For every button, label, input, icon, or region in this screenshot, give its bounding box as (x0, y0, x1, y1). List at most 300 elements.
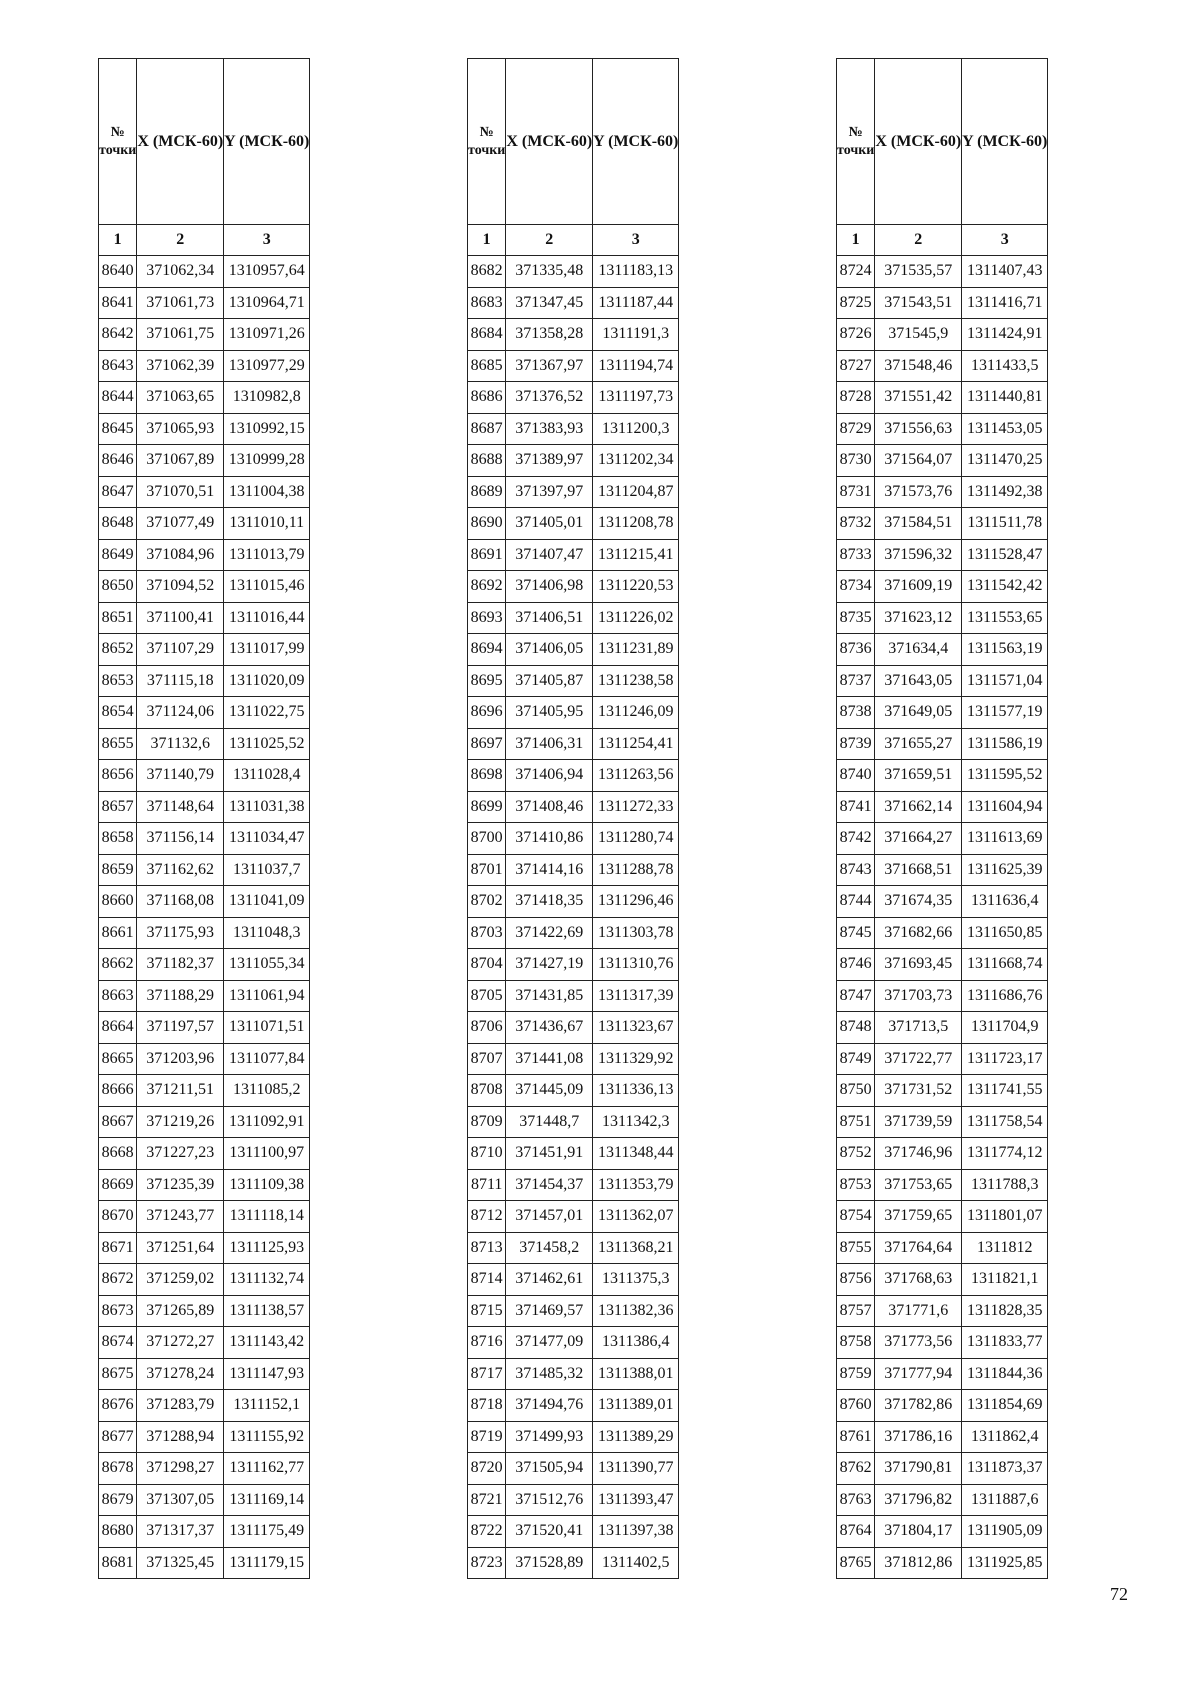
table-row (837, 476, 1048, 508)
column-index: 2 (875, 225, 962, 256)
column-index-row (99, 225, 310, 256)
y-coordinate-cell: 1311821,1 (962, 1264, 1048, 1296)
table-row (99, 1295, 310, 1327)
y-coordinate-cell: 1311887,6 (962, 1484, 1048, 1516)
y-coordinate-cell: 1311162,77 (224, 1453, 310, 1485)
y-coordinate-cell: 1311553,65 (962, 602, 1048, 634)
x-coordinate-cell: 371414,16 (506, 854, 593, 886)
point-number-cell: 8722 (468, 1516, 506, 1548)
table-row (837, 791, 1048, 823)
x-coordinate-cell: 371358,28 (506, 319, 593, 351)
y-coordinate-cell: 1311085,2 (224, 1075, 310, 1107)
point-number-cell: 8647 (99, 476, 137, 508)
y-coordinate-cell: 1311362,07 (593, 1201, 679, 1233)
table-row (837, 1264, 1048, 1296)
y-coordinate-cell: 1311031,38 (224, 791, 310, 823)
point-number-cell: 8717 (468, 1358, 506, 1390)
y-coordinate-cell: 1311020,09 (224, 665, 310, 697)
table-row (99, 1043, 310, 1075)
y-coordinate-cell: 1311191,3 (593, 319, 679, 351)
table-row (99, 350, 310, 382)
y-coordinate-cell: 1311194,74 (593, 350, 679, 382)
y-coordinate-cell: 1311187,44 (593, 287, 679, 319)
y-coordinate-cell: 1311453,05 (962, 413, 1048, 445)
point-number-cell: 8658 (99, 823, 137, 855)
y-coordinate-cell: 1311272,33 (593, 791, 679, 823)
x-coordinate-cell: 371408,46 (506, 791, 593, 823)
table-row (468, 1075, 679, 1107)
y-coordinate-cell: 1310977,29 (224, 350, 310, 382)
x-coordinate-cell: 371272,27 (137, 1327, 224, 1359)
x-coordinate-cell: 371746,96 (875, 1138, 962, 1170)
x-coordinate-cell: 371418,35 (506, 886, 593, 918)
x-coordinate-cell: 371713,5 (875, 1012, 962, 1044)
y-coordinate-cell: 1311055,34 (224, 949, 310, 981)
y-coordinate-cell: 1311424,91 (962, 319, 1048, 351)
y-coordinate-cell: 1311004,38 (224, 476, 310, 508)
point-number-cell: 8719 (468, 1421, 506, 1453)
point-number-cell: 8723 (468, 1547, 506, 1579)
y-coordinate-cell: 1311022,75 (224, 697, 310, 729)
x-coordinate-cell: 371061,73 (137, 287, 224, 319)
point-number-cell: 8739 (837, 728, 875, 760)
x-header: X (МСК-60) (506, 59, 593, 225)
point-number-cell: 8754 (837, 1201, 875, 1233)
table-row (837, 1138, 1048, 1170)
y-coordinate-cell: 1311542,42 (962, 571, 1048, 603)
x-coordinate-cell: 371070,51 (137, 476, 224, 508)
point-number-cell: 8703 (468, 917, 506, 949)
x-coordinate-cell: 371804,17 (875, 1516, 962, 1548)
point-number-cell: 8714 (468, 1264, 506, 1296)
point-number-cell: 8688 (468, 445, 506, 477)
table-row (468, 697, 679, 729)
x-coordinate-cell: 371124,06 (137, 697, 224, 729)
table-row (468, 760, 679, 792)
x-coordinate-cell: 371643,05 (875, 665, 962, 697)
x-coordinate-cell: 371251,64 (137, 1232, 224, 1264)
y-coordinate-cell: 1310971,26 (224, 319, 310, 351)
point-number-cell: 8755 (837, 1232, 875, 1264)
coordinate-table-1 (98, 58, 310, 1579)
table-row (468, 1012, 679, 1044)
table-row (99, 1327, 310, 1359)
table-row (468, 1138, 679, 1170)
point-number-cell: 8699 (468, 791, 506, 823)
y-coordinate-cell: 1311386,4 (593, 1327, 679, 1359)
point-number-cell: 8656 (99, 760, 137, 792)
table-row (837, 508, 1048, 540)
y-coordinate-cell: 1311204,87 (593, 476, 679, 508)
x-coordinate-cell: 371499,93 (506, 1421, 593, 1453)
table-row (837, 571, 1048, 603)
number-sign: № (110, 125, 125, 140)
x-coordinate-cell: 371609,19 (875, 571, 962, 603)
y-coordinate-cell: 1311238,58 (593, 665, 679, 697)
y-coordinate-cell: 1311296,46 (593, 886, 679, 918)
y-coordinate-cell: 1311407,43 (962, 256, 1048, 288)
x-coordinate-cell: 371283,79 (137, 1390, 224, 1422)
table-row (837, 413, 1048, 445)
point-number-cell: 8673 (99, 1295, 137, 1327)
x-coordinate-cell: 371573,76 (875, 476, 962, 508)
y-coordinate-cell: 1310964,71 (224, 287, 310, 319)
x-coordinate-cell: 371182,37 (137, 949, 224, 981)
y-coordinate-cell: 1311382,36 (593, 1295, 679, 1327)
y-coordinate-cell: 1311788,3 (962, 1169, 1048, 1201)
x-coordinate-cell: 371786,16 (875, 1421, 962, 1453)
table-row (99, 1201, 310, 1233)
table-row (99, 1012, 310, 1044)
point-number-cell: 8701 (468, 854, 506, 886)
x-coordinate-cell: 371469,57 (506, 1295, 593, 1327)
point-number-cell: 8692 (468, 571, 506, 603)
header-row (468, 59, 679, 225)
y-coordinate-cell: 1311041,09 (224, 886, 310, 918)
table-row (837, 854, 1048, 886)
x-coordinate-cell: 371445,09 (506, 1075, 593, 1107)
point-number-cell: 8655 (99, 728, 137, 760)
y-coordinate-cell: 1311586,19 (962, 728, 1048, 760)
point-number-cell: 8765 (837, 1547, 875, 1579)
point-number-cell: 8763 (837, 1484, 875, 1516)
y-coordinate-cell: 1311028,4 (224, 760, 310, 792)
x-coordinate-cell: 371782,86 (875, 1390, 962, 1422)
y-coordinate-cell: 1311231,89 (593, 634, 679, 666)
point-number-cell: 8741 (837, 791, 875, 823)
point-number-cell: 8718 (468, 1390, 506, 1422)
x-coordinate-cell: 371551,42 (875, 382, 962, 414)
y-coordinate-cell: 1311774,12 (962, 1138, 1048, 1170)
x-coordinate-cell: 371753,65 (875, 1169, 962, 1201)
y-coordinate-cell: 1311613,69 (962, 823, 1048, 855)
x-coordinate-cell: 371405,01 (506, 508, 593, 540)
point-number-cell: 8735 (837, 602, 875, 634)
point-number-cell: 8712 (468, 1201, 506, 1233)
table-row (468, 1264, 679, 1296)
point-number-cell: 8680 (99, 1516, 137, 1548)
x-coordinate-cell: 371243,77 (137, 1201, 224, 1233)
y-coordinate-cell: 1311220,53 (593, 571, 679, 603)
y-coordinate-cell: 1311169,14 (224, 1484, 310, 1516)
table-row (99, 1232, 310, 1264)
point-number-header (99, 59, 137, 225)
x-coordinate-cell: 371564,07 (875, 445, 962, 477)
table-row (468, 508, 679, 540)
y-coordinate-cell: 1311152,1 (224, 1390, 310, 1422)
y-coordinate-cell: 1311389,29 (593, 1421, 679, 1453)
table-body (837, 59, 1048, 1579)
x-coordinate-cell: 371543,51 (875, 287, 962, 319)
table-row (468, 823, 679, 855)
y-coordinate-cell: 1311723,17 (962, 1043, 1048, 1075)
table-body (99, 59, 310, 1579)
x-coordinate-cell: 371535,57 (875, 256, 962, 288)
y-coordinate-cell: 1311215,41 (593, 539, 679, 571)
point-number-cell: 8727 (837, 350, 875, 382)
y-coordinate-cell: 1311511,78 (962, 508, 1048, 540)
table-row (99, 1516, 310, 1548)
point-number-cell: 8720 (468, 1453, 506, 1485)
point-number-cell: 8679 (99, 1484, 137, 1516)
table-row (468, 382, 679, 414)
y-coordinate-cell: 1311280,74 (593, 823, 679, 855)
y-coordinate-cell: 1311061,94 (224, 980, 310, 1012)
y-header: Y (МСК-60) (224, 59, 310, 225)
table-row (99, 697, 310, 729)
point-number-cell: 8683 (468, 287, 506, 319)
point-number-cell: 8726 (837, 319, 875, 351)
point-number-cell: 8649 (99, 539, 137, 571)
column-index-row (837, 225, 1048, 256)
point-number-cell: 8672 (99, 1264, 137, 1296)
y-coordinate-cell: 1311208,78 (593, 508, 679, 540)
table-row (468, 319, 679, 351)
number-sign: № (848, 125, 863, 140)
point-number-cell: 8709 (468, 1106, 506, 1138)
y-coordinate-cell: 1311873,37 (962, 1453, 1048, 1485)
table-row (468, 1043, 679, 1075)
x-coordinate-cell: 371441,08 (506, 1043, 593, 1075)
point-number-cell: 8684 (468, 319, 506, 351)
point-number-cell: 8707 (468, 1043, 506, 1075)
table-row (99, 1264, 310, 1296)
y-coordinate-cell: 1311528,47 (962, 539, 1048, 571)
point-number-cell: 8745 (837, 917, 875, 949)
table-row (99, 854, 310, 886)
x-coordinate-cell: 371278,24 (137, 1358, 224, 1390)
y-coordinate-cell: 1311143,42 (224, 1327, 310, 1359)
y-coordinate-cell: 1311200,3 (593, 413, 679, 445)
point-number-cell: 8666 (99, 1075, 137, 1107)
point-number-cell: 8653 (99, 665, 137, 697)
x-coordinate-cell: 371512,76 (506, 1484, 593, 1516)
y-coordinate-cell: 1311704,9 (962, 1012, 1048, 1044)
table-row (99, 634, 310, 666)
x-coordinate-cell: 371655,27 (875, 728, 962, 760)
point-number-cell: 8728 (837, 382, 875, 414)
y-coordinate-cell: 1311310,76 (593, 949, 679, 981)
column-index: 1 (837, 225, 875, 256)
x-coordinate-cell: 371062,39 (137, 350, 224, 382)
table-row (99, 508, 310, 540)
y-coordinate-cell: 1311118,14 (224, 1201, 310, 1233)
table-row (468, 1169, 679, 1201)
point-number-cell: 8704 (468, 949, 506, 981)
x-coordinate-cell: 371634,4 (875, 634, 962, 666)
x-coordinate-cell: 371768,63 (875, 1264, 962, 1296)
table-row (99, 319, 310, 351)
x-coordinate-cell: 371431,85 (506, 980, 593, 1012)
table-row (837, 1043, 1048, 1075)
table-row (468, 1516, 679, 1548)
table-row (837, 256, 1048, 288)
table-row (468, 1232, 679, 1264)
x-coordinate-cell: 371693,45 (875, 949, 962, 981)
point-number-cell: 8729 (837, 413, 875, 445)
table-row (99, 571, 310, 603)
point-number-cell: 8711 (468, 1169, 506, 1201)
header-row (837, 59, 1048, 225)
point-number-cell: 8700 (468, 823, 506, 855)
y-coordinate-cell: 1311109,38 (224, 1169, 310, 1201)
point-number-cell: 8764 (837, 1516, 875, 1548)
y-coordinate-cell: 1311329,92 (593, 1043, 679, 1075)
point-number-cell: 8731 (837, 476, 875, 508)
table-row (468, 728, 679, 760)
y-coordinate-cell: 1311034,47 (224, 823, 310, 855)
table-row (837, 1295, 1048, 1327)
y-coordinate-cell: 1311077,84 (224, 1043, 310, 1075)
table-row (837, 1106, 1048, 1138)
y-coordinate-cell: 1311100,97 (224, 1138, 310, 1170)
point-number-cell: 8696 (468, 697, 506, 729)
point-number-cell: 8646 (99, 445, 137, 477)
x-coordinate-cell: 371477,09 (506, 1327, 593, 1359)
x-coordinate-cell: 371739,59 (875, 1106, 962, 1138)
point-number-cell: 8664 (99, 1012, 137, 1044)
column-index: 1 (468, 225, 506, 256)
point-number-cell: 8753 (837, 1169, 875, 1201)
y-coordinate-cell: 1311577,19 (962, 697, 1048, 729)
table-row (837, 697, 1048, 729)
table-row (837, 1012, 1048, 1044)
x-coordinate-cell: 371674,35 (875, 886, 962, 918)
y-coordinate-cell: 1311833,77 (962, 1327, 1048, 1359)
table-row (837, 539, 1048, 571)
y-coordinate-cell: 1311288,78 (593, 854, 679, 886)
point-number-cell: 8644 (99, 382, 137, 414)
y-coordinate-cell: 1311303,78 (593, 917, 679, 949)
y-coordinate-cell: 1311650,85 (962, 917, 1048, 949)
point-number-cell: 8659 (99, 854, 137, 886)
table-row (468, 350, 679, 382)
y-coordinate-cell: 1311017,99 (224, 634, 310, 666)
x-coordinate-cell: 371061,75 (137, 319, 224, 351)
table-row (468, 445, 679, 477)
x-coordinate-cell: 371623,12 (875, 602, 962, 634)
x-coordinate-cell: 371347,45 (506, 287, 593, 319)
x-coordinate-cell: 371494,76 (506, 1390, 593, 1422)
x-coordinate-cell: 371317,37 (137, 1516, 224, 1548)
point-number-cell: 8675 (99, 1358, 137, 1390)
y-coordinate-cell: 1311263,56 (593, 760, 679, 792)
point-number-cell: 8691 (468, 539, 506, 571)
x-coordinate-cell: 371094,52 (137, 571, 224, 603)
y-coordinate-cell: 1311440,81 (962, 382, 1048, 414)
table-row (468, 1358, 679, 1390)
y-coordinate-cell: 1311402,5 (593, 1547, 679, 1579)
table-row (837, 1232, 1048, 1264)
point-number-cell: 8743 (837, 854, 875, 886)
x-coordinate-cell: 371197,57 (137, 1012, 224, 1044)
point-number-cell: 8724 (837, 256, 875, 288)
x-coordinate-cell: 371115,18 (137, 665, 224, 697)
point-number-cell: 8687 (468, 413, 506, 445)
x-coordinate-cell: 371548,46 (875, 350, 962, 382)
y-coordinate-cell: 1311571,04 (962, 665, 1048, 697)
table-row (468, 634, 679, 666)
y-coordinate-cell: 1311071,51 (224, 1012, 310, 1044)
x-coordinate-cell: 371100,41 (137, 602, 224, 634)
table-row (99, 665, 310, 697)
point-number-cell: 8746 (837, 949, 875, 981)
point-number-cell: 8676 (99, 1390, 137, 1422)
x-coordinate-cell: 371203,96 (137, 1043, 224, 1075)
x-coordinate-cell: 371227,23 (137, 1138, 224, 1170)
x-coordinate-cell: 371383,93 (506, 413, 593, 445)
point-number-cell: 8710 (468, 1138, 506, 1170)
table-row (468, 980, 679, 1012)
y-coordinate-cell: 1311492,38 (962, 476, 1048, 508)
point-number-cell: 8757 (837, 1295, 875, 1327)
point-number-cell: 8677 (99, 1421, 137, 1453)
point-number-cell: 8663 (99, 980, 137, 1012)
table-row (837, 1169, 1048, 1201)
header-row (99, 59, 310, 225)
table-row (837, 823, 1048, 855)
x-coordinate-cell: 371422,69 (506, 917, 593, 949)
x-coordinate-cell: 371458,2 (506, 1232, 593, 1264)
point-number-cell: 8698 (468, 760, 506, 792)
y-coordinate-cell: 1310999,28 (224, 445, 310, 477)
x-coordinate-cell: 371405,95 (506, 697, 593, 729)
table-body (468, 59, 679, 1579)
y-coordinate-cell: 1311390,77 (593, 1453, 679, 1485)
y-coordinate-cell: 1311905,09 (962, 1516, 1048, 1548)
point-number-cell: 8750 (837, 1075, 875, 1107)
point-number-cell: 8667 (99, 1106, 137, 1138)
x-coordinate-cell: 371367,97 (506, 350, 593, 382)
point-number-cell: 8713 (468, 1232, 506, 1264)
table-row (837, 287, 1048, 319)
table-row (837, 602, 1048, 634)
x-coordinate-cell: 371168,08 (137, 886, 224, 918)
y-coordinate-cell: 1311393,47 (593, 1484, 679, 1516)
x-coordinate-cell: 371406,05 (506, 634, 593, 666)
table-row (99, 1421, 310, 1453)
x-coordinate-cell: 371175,93 (137, 917, 224, 949)
point-word: точки (99, 142, 137, 158)
point-number-cell: 8725 (837, 287, 875, 319)
y-coordinate-cell: 1311470,25 (962, 445, 1048, 477)
point-number-cell: 8650 (99, 571, 137, 603)
x-coordinate-cell: 371077,49 (137, 508, 224, 540)
point-number-cell: 8671 (99, 1232, 137, 1264)
y-coordinate-cell: 1311015,46 (224, 571, 310, 603)
point-number-cell: 8669 (99, 1169, 137, 1201)
table-row (468, 791, 679, 823)
column-index: 3 (224, 225, 310, 256)
x-coordinate-cell: 371485,32 (506, 1358, 593, 1390)
x-coordinate-cell: 371405,87 (506, 665, 593, 697)
x-coordinate-cell: 371288,94 (137, 1421, 224, 1453)
x-coordinate-cell: 371407,47 (506, 539, 593, 571)
table-row (99, 1484, 310, 1516)
y-coordinate-cell: 1311342,3 (593, 1106, 679, 1138)
point-number-cell: 8752 (837, 1138, 875, 1170)
point-number-cell: 8674 (99, 1327, 137, 1359)
column-index-row (468, 225, 679, 256)
table-row (468, 1201, 679, 1233)
y-coordinate-cell: 1311844,36 (962, 1358, 1048, 1390)
point-number-cell: 8732 (837, 508, 875, 540)
point-number-cell: 8761 (837, 1421, 875, 1453)
x-coordinate-cell: 371454,37 (506, 1169, 593, 1201)
x-coordinate-cell: 371062,34 (137, 256, 224, 288)
y-coordinate-cell: 1311010,11 (224, 508, 310, 540)
x-coordinate-cell: 371410,86 (506, 823, 593, 855)
